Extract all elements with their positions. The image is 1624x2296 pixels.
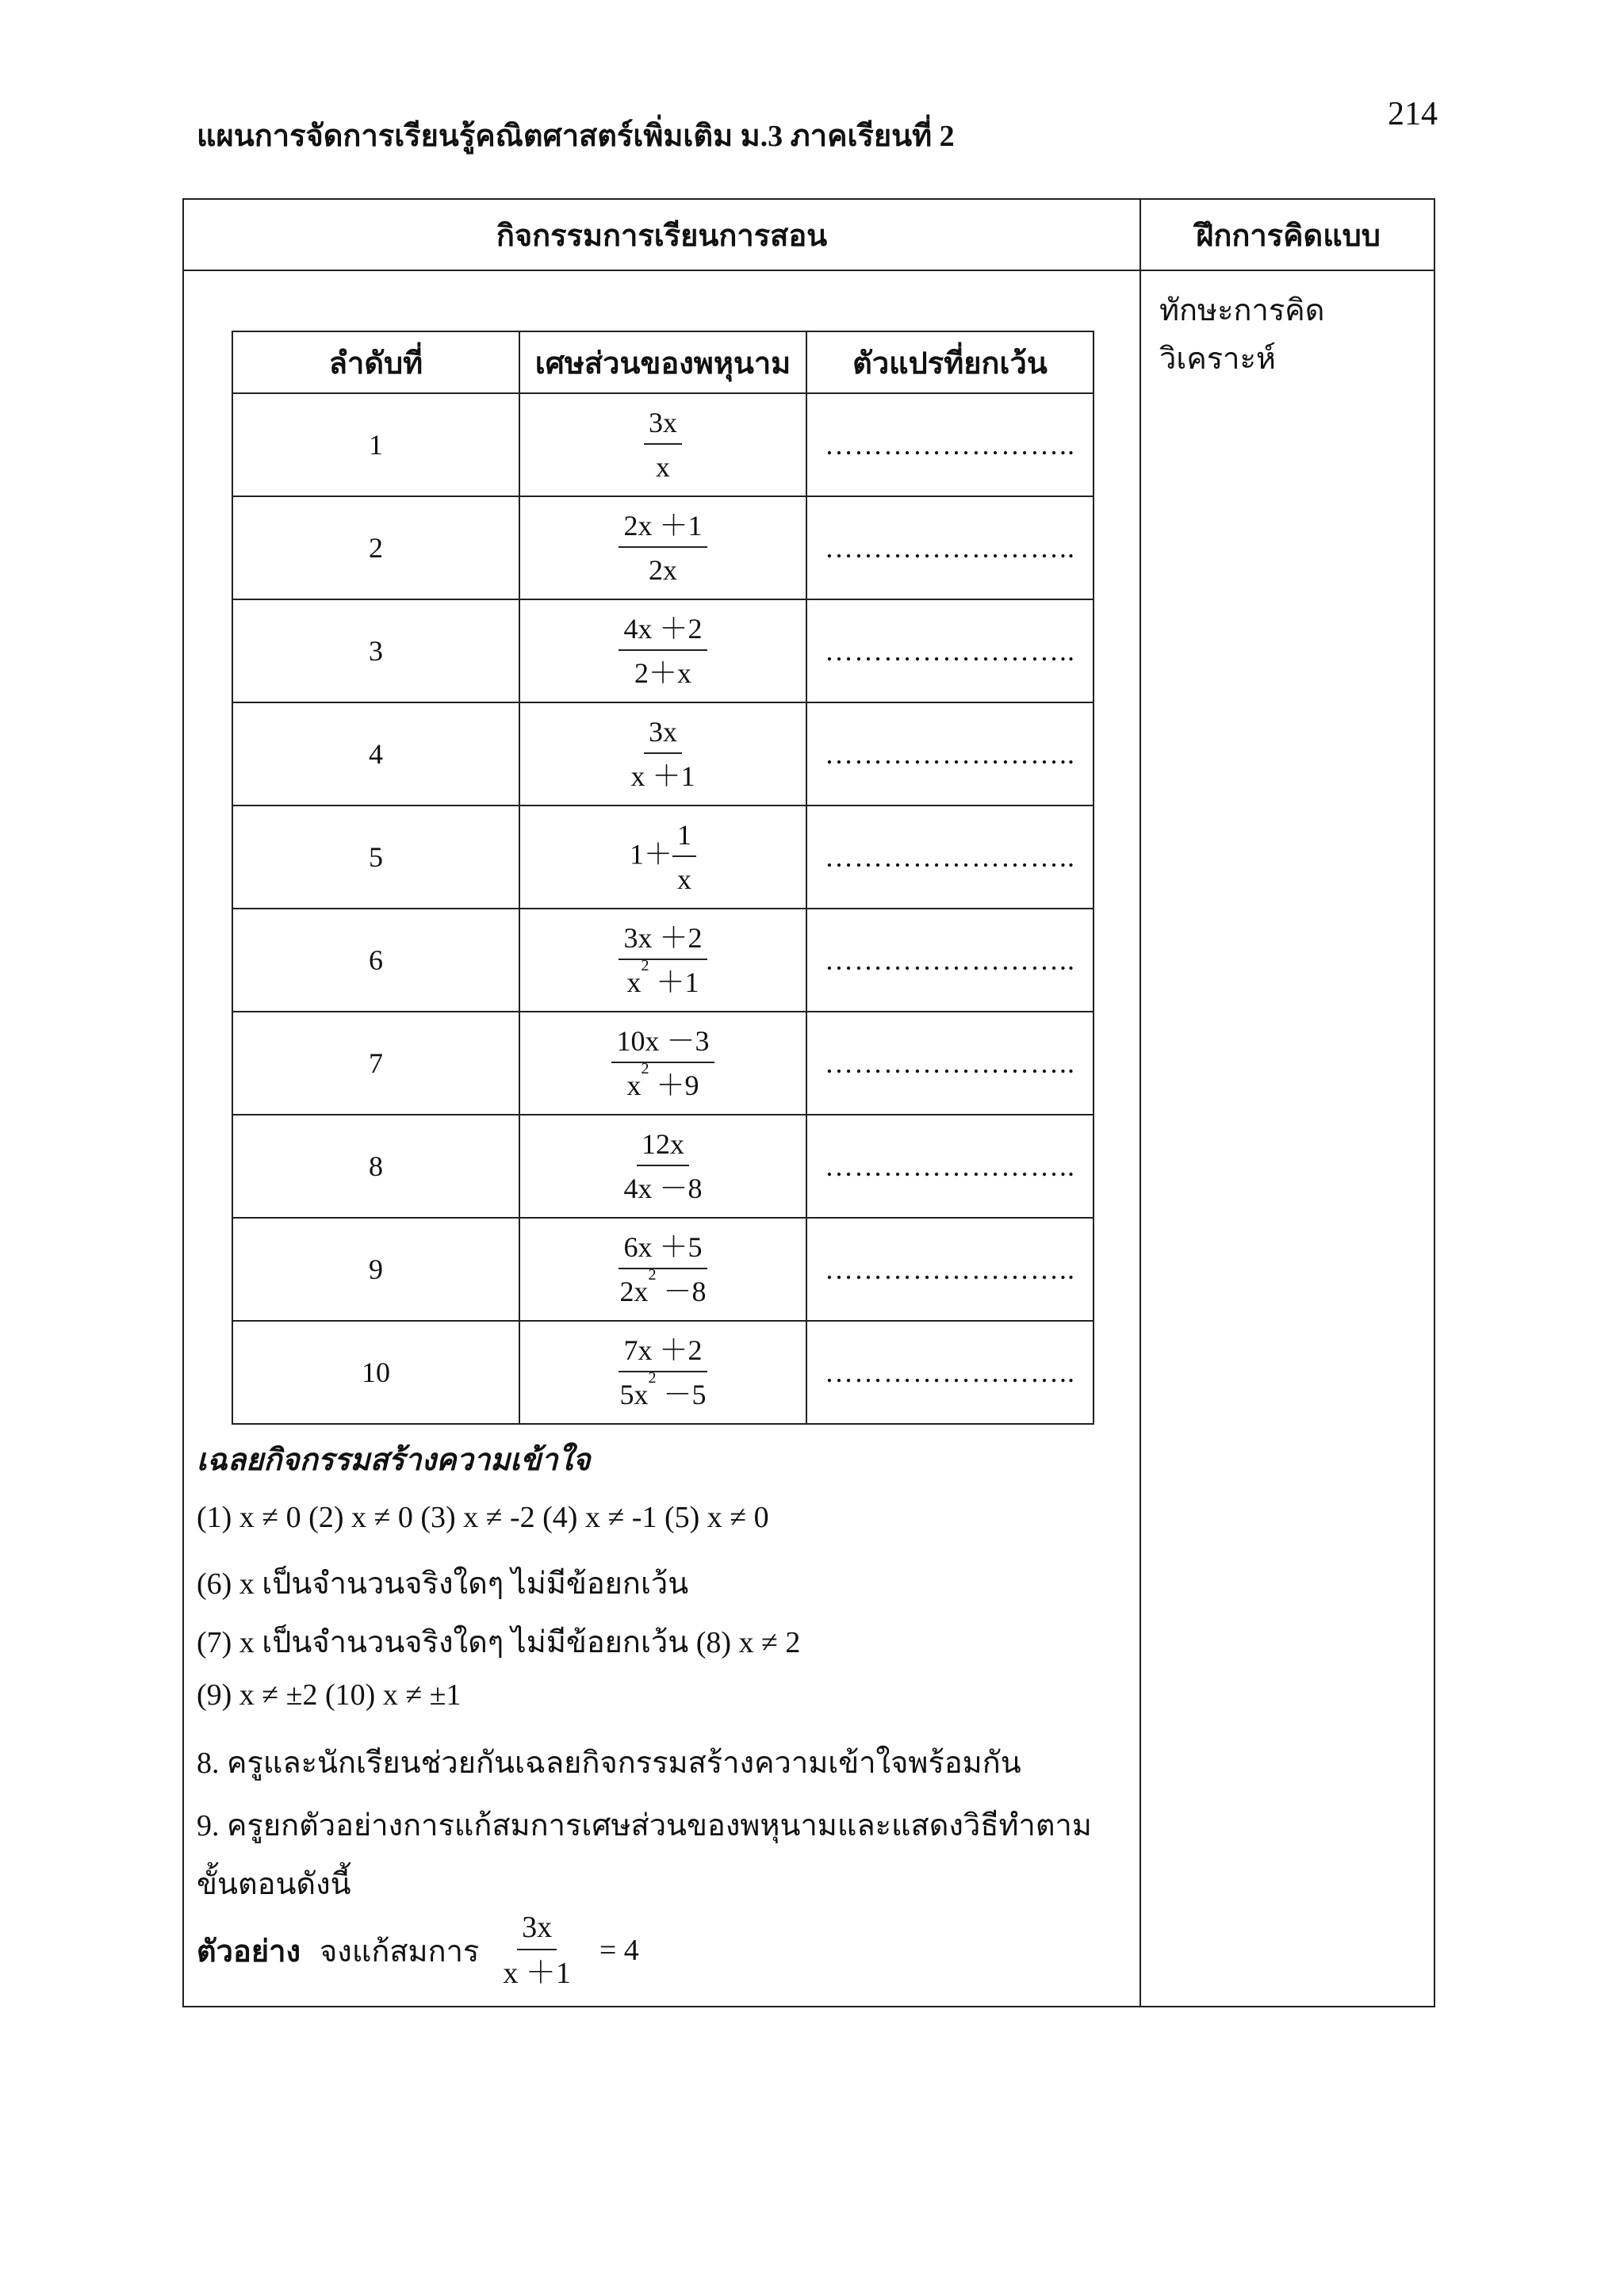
denominator-base: x [626, 966, 642, 998]
denominator [622, 1060, 703, 1101]
fraction-cell [519, 702, 806, 806]
denominator-rest: －8 [656, 1276, 707, 1307]
fraction [619, 614, 707, 687]
document-title: แผนการจัดการเรียนรู้คณิตศาสตร์เพิ่มเติม ม.3 ภาคเรียนที่ 2 [197, 120, 955, 153]
denominator: 2＋x [634, 657, 691, 689]
denominator [622, 957, 703, 998]
fraction-cell [519, 1218, 806, 1321]
fraction [672, 821, 696, 894]
answer-blank: …………………….. [806, 599, 1094, 702]
denominator [615, 1369, 710, 1410]
row-number: 2 [232, 496, 519, 599]
header-excluded-variable: ตัวแปรที่ยกเว้น [806, 331, 1094, 393]
fraction [615, 1336, 710, 1409]
fraction-cell [519, 1012, 806, 1115]
denominator [615, 1266, 710, 1307]
row-number: 4 [232, 702, 519, 806]
denominator: 2x [648, 554, 677, 586]
table-row [232, 1012, 1094, 1115]
header-teaching-activities: กิจกรรมการเรียนการสอน [496, 219, 828, 253]
row-number: 10 [232, 1321, 519, 1424]
answer-key-title: เฉลยกิจกรรมสร้างความเข้าใจ [197, 1444, 591, 1477]
fraction [619, 511, 707, 584]
numerator: 3x [517, 1912, 557, 1950]
numerator: 10x －3 [611, 1027, 714, 1063]
numerator: 3x [644, 718, 682, 754]
fraction-cell [519, 496, 806, 599]
row-number: 1 [232, 393, 519, 496]
answer-line: (7) x เป็นจำนวนจริงใดๆ ไม่มีข้อยกเว้น (8) x ≠ 2 [197, 1626, 801, 1659]
answer-blank: …………………….. [806, 1012, 1094, 1115]
table-row [232, 806, 1094, 909]
example-label: ตัวอย่าง [197, 1934, 301, 1969]
numerator: 7x ＋2 [619, 1336, 707, 1372]
example-rhs: = 4 [599, 1934, 639, 1967]
answer-blank: …………………….. [806, 1321, 1094, 1424]
fraction [619, 1130, 707, 1203]
denominator: x ＋1 [630, 760, 695, 792]
page-number: 214 [1388, 96, 1438, 132]
numerator: 3x [644, 408, 682, 445]
exponent: 2 [641, 1060, 649, 1077]
table-row [232, 1321, 1094, 1424]
numerator: 6x ＋5 [619, 1233, 707, 1269]
numerator: 1 [672, 821, 696, 857]
denominator-rest: ＋1 [649, 966, 699, 998]
fraction [615, 1233, 710, 1306]
denominator: x [677, 863, 691, 895]
table-row [232, 909, 1094, 1012]
denominator-base: 2x [619, 1276, 649, 1307]
answer-line: (1) x ≠ 0 (2) x ≠ 0 (3) x ≠ -2 (4) x ≠ -1 (5) x ≠ 0 [197, 1501, 769, 1534]
table-row [232, 496, 1094, 599]
exponent: 2 [641, 957, 649, 974]
exponent: 2 [648, 1266, 657, 1284]
fraction-cell [519, 1115, 806, 1218]
exponent: 2 [648, 1369, 657, 1387]
table-row [232, 393, 1094, 496]
fraction-cell [519, 393, 806, 496]
answer-blank: …………………….. [806, 806, 1094, 909]
table-header-row [232, 331, 1094, 393]
header-order: ลำดับที่ [232, 331, 519, 393]
row-number: 9 [232, 1218, 519, 1321]
answer-blank: …………………….. [806, 909, 1094, 1012]
denominator: 4x －8 [623, 1173, 703, 1204]
denominator-base: 5x [619, 1379, 649, 1410]
answer-blank: …………………….. [806, 1218, 1094, 1321]
row-number: 8 [232, 1115, 519, 1218]
header-fraction: เศษส่วนของพหุนาม [519, 331, 806, 393]
answer-blank: …………………….. [806, 496, 1094, 599]
fraction [619, 924, 707, 997]
fraction-cell [519, 806, 806, 909]
answer-blank: …………………….. [806, 1115, 1094, 1218]
example-instruction: จงแก้สมการ [320, 1934, 480, 1969]
numerator: 4x ＋2 [619, 614, 707, 651]
fraction-cell [519, 1321, 806, 1424]
numerator: 2x ＋1 [619, 511, 707, 548]
denominator-rest: －5 [656, 1379, 707, 1410]
fraction [611, 1027, 714, 1100]
skill-analytical-thinking: ทักษะการคิดวิเคราะห์ [1159, 294, 1325, 376]
row-number: 7 [232, 1012, 519, 1115]
denominator-base: x [626, 1070, 642, 1101]
lesson-plan-table [182, 198, 1435, 2007]
step-9: 9. ครูยกตัวอย่างการแก้สมการเศษส่วนของพหุนามและแสดงวิธีทำตามขั้นตอนดังนี้ [197, 1809, 1092, 1901]
fraction-cell [519, 909, 806, 1012]
answer-line: (9) x ≠ ±2 (10) x ≠ ±1 [197, 1678, 462, 1712]
polynomial-fraction-table [232, 331, 1094, 1425]
example-fraction [498, 1912, 576, 1988]
table-row [232, 599, 1094, 702]
denominator-rest: ＋9 [649, 1070, 699, 1101]
table-row [232, 1115, 1094, 1218]
header-thinking-practice: ฝึกการคิดแบบ [1196, 219, 1381, 253]
row-number: 6 [232, 909, 519, 1012]
denominator: x ＋1 [503, 1957, 571, 1990]
column-divider [1139, 200, 1141, 2006]
mixed-prefix: 1＋ [629, 838, 672, 871]
table-row [232, 702, 1094, 806]
step-8: 8. ครูและนักเรียนช่วยกันเฉลยกิจกรรมสร้างความเข้าใจพร้อมกัน [197, 1747, 1021, 1780]
fraction [644, 408, 682, 481]
numerator: 12x [637, 1130, 689, 1166]
answer-blank: …………………….. [806, 702, 1094, 806]
table-row [232, 1218, 1094, 1321]
row-number: 5 [232, 806, 519, 909]
row-number: 3 [232, 599, 519, 702]
fraction [626, 718, 699, 790]
answer-blank: …………………….. [806, 393, 1094, 496]
answer-line: (6) x เป็นจำนวนจริงใดๆ ไม่มีข้อยกเว้น [197, 1567, 689, 1601]
numerator: 3x ＋2 [619, 924, 707, 960]
fraction-cell [519, 599, 806, 702]
example [197, 1912, 639, 1988]
denominator: x [656, 451, 670, 483]
